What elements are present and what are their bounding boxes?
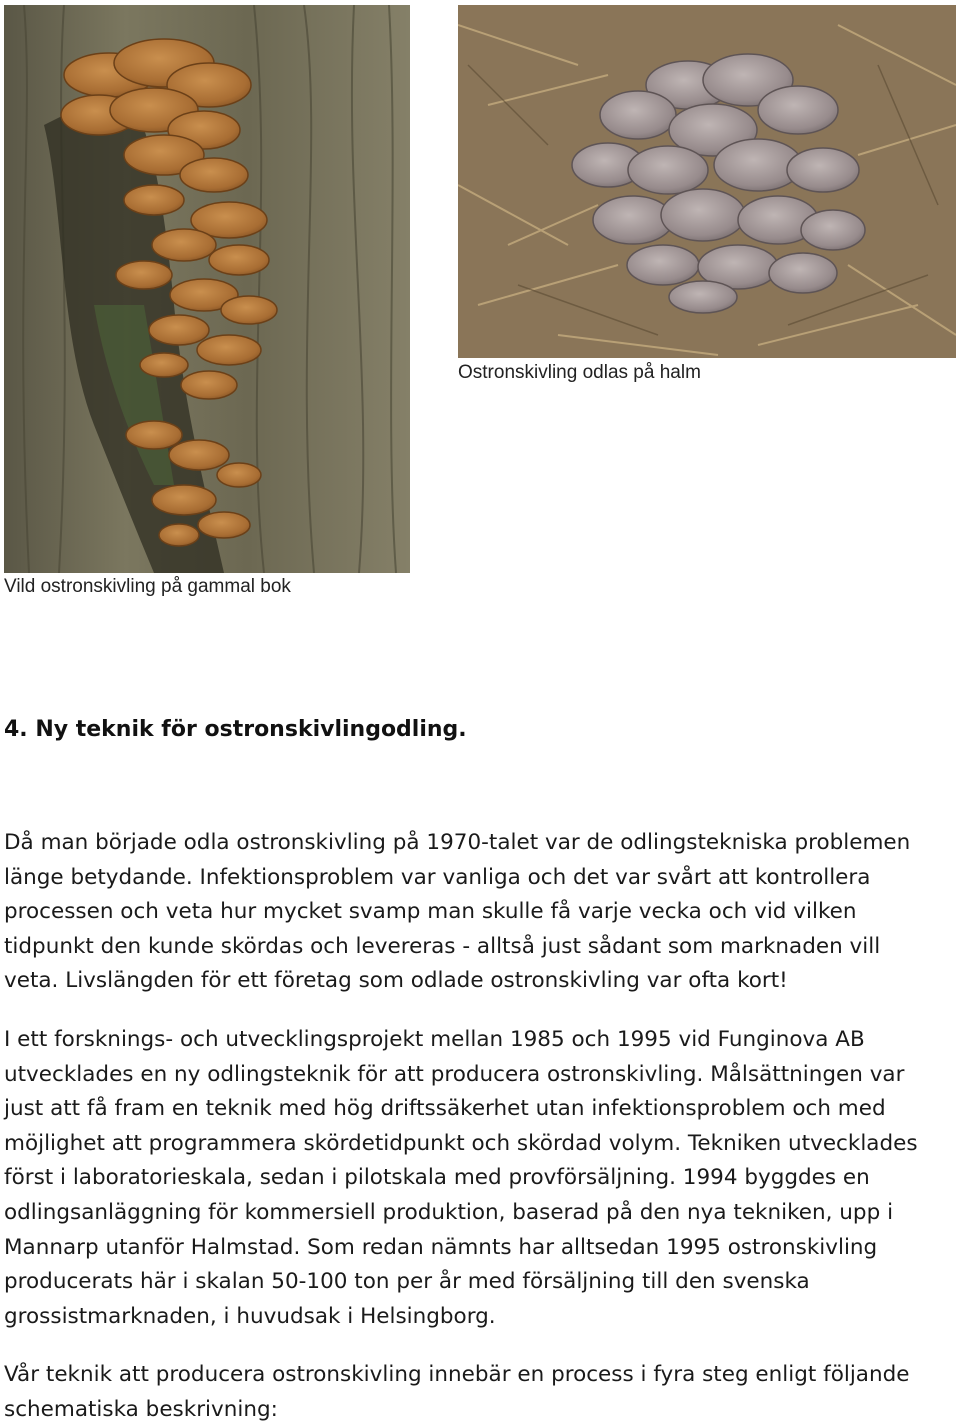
- straw-cluster-illustration: [458, 5, 956, 358]
- paragraph-line: producerats här i skalan 50-100 ton per år med försäljning till den svenska: [4, 1269, 810, 1295]
- paragraph-research-project: [4, 1023, 954, 1334]
- paragraph-line: Då man började odla ostronskivling på 1970-talet var de odlingstekniska problemen: [4, 830, 911, 855]
- caption-straw-photo: Ostronskivling odlas på halm: [458, 362, 701, 383]
- paragraph-line: Vår teknik att producera ostronskivling innebär en process i fyra steg enligt följande: [4, 1362, 910, 1387]
- paragraph-line: möjlighet att programmera skördetidpunkt och skördad volym. Tekniken utvecklades: [4, 1130, 918, 1156]
- paragraph-line: veta. Livslängden för ett företag som odlade ostronskivling var ofta kort!: [4, 968, 788, 994]
- paragraph-process-intro: [4, 1358, 954, 1427]
- paragraph-line: just att få fram en teknik med hög driftssäkerhet utan infektionsproblem och med: [4, 1096, 886, 1122]
- paragraph-history: [4, 826, 954, 999]
- paragraph-line: grossistmarknaden, i huvudsak i Helsingborg.: [4, 1303, 496, 1329]
- paragraph-line: utvecklades en ny odlingsteknik för att producera ostronskivling. Målsättningen var: [4, 1061, 905, 1087]
- paragraph-line: I ett forsknings- och utvecklingsprojekt mellan 1985 och 1995 vid Funginova AB: [4, 1027, 865, 1052]
- photo-oyster-mushroom-on-straw: [458, 5, 956, 358]
- paragraph-line: schematiska beskrivning:: [4, 1396, 278, 1422]
- caption-beech-photo: Vild ostronskivling på gammal bok: [4, 576, 291, 597]
- paragraph-line: odlingsanläggning för kommersiell produktion, baserad på den nya tekniken, upp i: [4, 1199, 894, 1225]
- paragraph-line: processen och veta hur mycket svamp man skulle få varje vecka och vid vilken: [4, 899, 857, 925]
- section-heading: 4. Ny teknik för ostronskivlingodling.: [4, 717, 467, 742]
- paragraph-line: länge betydande. Infektionsproblem var vanliga och det var svårt att kontrollera: [4, 864, 871, 890]
- paragraph-line: Mannarp utanför Halmstad. Som redan nämnts har alltsedan 1995 ostronskivling: [4, 1234, 878, 1260]
- paragraph-line: tidpunkt den kunde skördas och levereras - alltså just sådant som marknaden vill: [4, 933, 881, 959]
- paragraph-line: först i laboratorieskala, sedan i pilotskala med provförsäljning. 1994 byggdes en: [4, 1165, 870, 1191]
- beech-trunk-illustration: [4, 5, 410, 573]
- photo-wild-oyster-mushroom: [4, 5, 410, 573]
